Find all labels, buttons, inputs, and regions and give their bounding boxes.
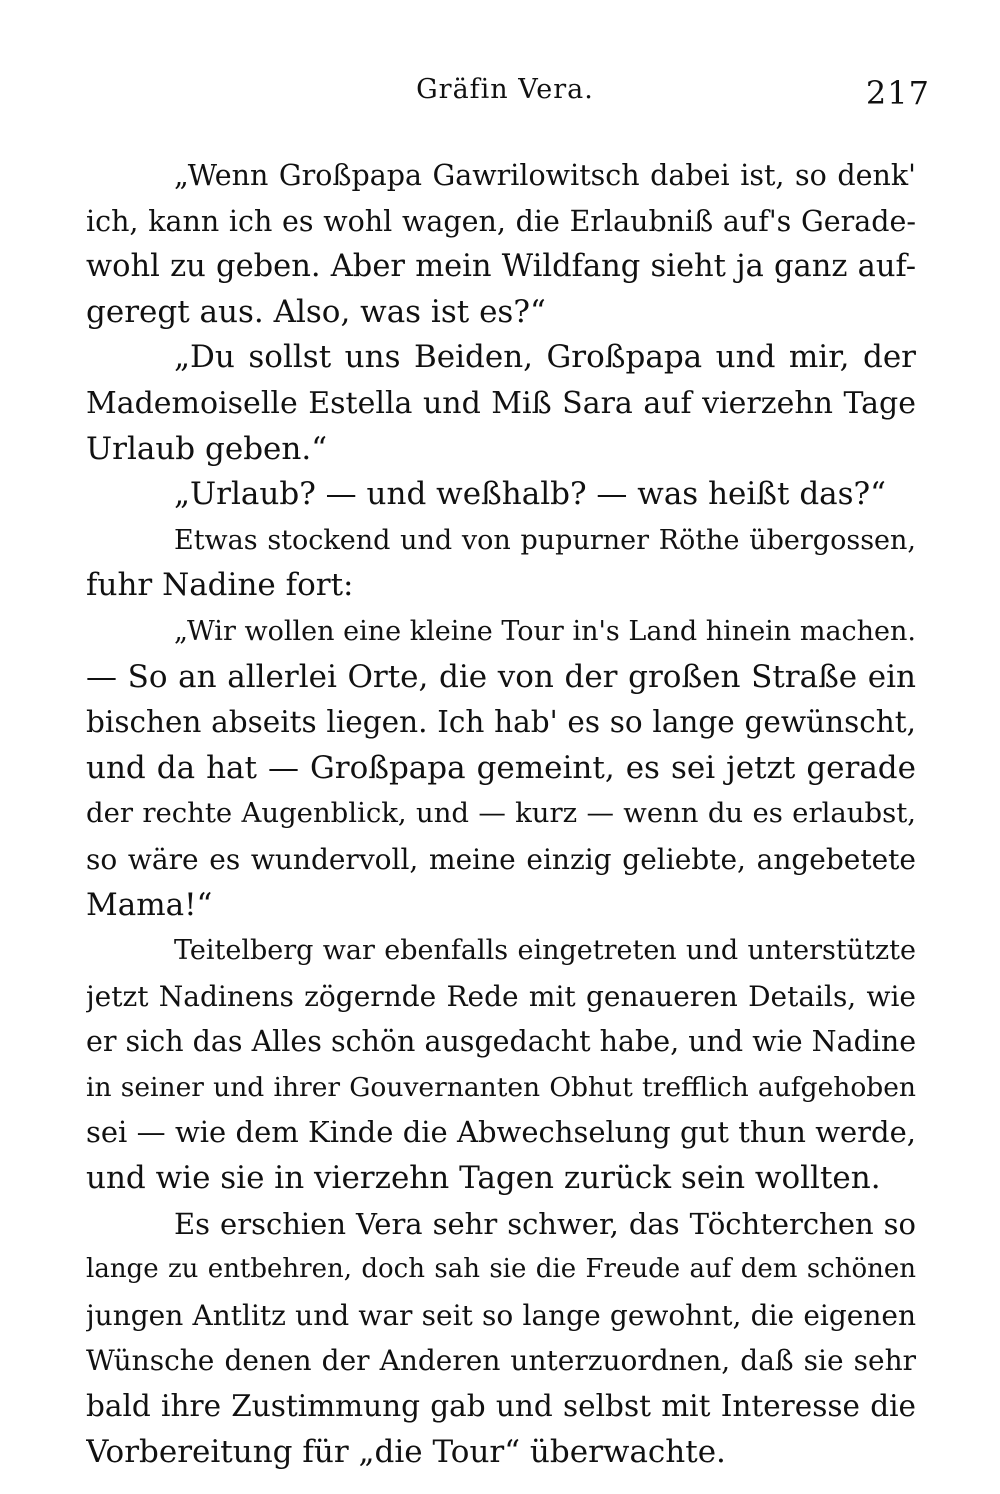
text-line: er sich das Alles schön ausgedacht habe, und wie Nadine (86, 1025, 916, 1059)
text-line: Mama!“ (86, 886, 213, 923)
text-line: und da hat — Großpapa gemeint, es sei jetzt gerade (86, 749, 916, 786)
text-line: Etwas stockend und von pupurner Röthe übergossen, (174, 524, 916, 556)
text-line: Wünsche denen der Anderen unterzuordnen, daß sie sehr (86, 1344, 916, 1378)
text-line: geregt aus. Also, was ist es?“ (86, 293, 546, 330)
text-line: und wie sie in vierzehn Tagen zurück sein wollten. (86, 1160, 881, 1197)
text-line: — So an allerlei Orte, die von der großen Straße ein (86, 658, 916, 695)
text-line: jetzt Nadinens zögernde Rede mit genaueren Details, wie (86, 979, 916, 1013)
text-line: Urlaub geben.“ (86, 430, 328, 467)
page-number: 217 (865, 74, 930, 112)
text-line: bischen abseits liegen. Ich hab' es so lange gewünscht, (86, 705, 916, 740)
text-line: Es erschien Vera sehr schwer, das Töchterchen so (174, 1206, 916, 1241)
text-line: der rechte Augenblick, und — kurz — wenn du es erlaubst, (86, 797, 916, 830)
text-line: „Wir wollen eine kleine Tour in's Land hinein machen. (174, 615, 916, 647)
text-line: so wäre es wundervoll, meine einzig geliebte, angebetete (86, 842, 916, 876)
text-line: in seiner und ihrer Gouvernanten Obhut trefflich aufgehoben (86, 1071, 916, 1103)
running-head (80, 74, 930, 124)
text-line: „Wenn Großpapa Gawrilowitsch dabei ist, so denk' (174, 159, 916, 192)
text-line: „Du sollst uns Beiden, Großpapa und mir, der (174, 339, 916, 376)
text-line: Mademoiselle Estella und Miß Sara auf vierzehn Tage (86, 385, 916, 421)
text-line: fuhr Nadine fort: (86, 567, 354, 604)
text-line: bald ihre Zustimmung gab und selbst mit Interesse die (86, 1389, 916, 1424)
text-line: Teitelberg war ebenfalls eingetreten und unterstützte (174, 935, 916, 967)
text-line: lange zu entbehren, doch sah sie die Freude auf dem schönen (86, 1254, 916, 1285)
text-line: Vorbereitung für „die Tour“ überwachte. (86, 1433, 726, 1470)
body-text (86, 153, 916, 1475)
text-line: wohl zu geben. Aber mein Wildfang sieht ja ganz auf- (86, 249, 916, 285)
text-line: „Urlaub? — und weßhalb? — was heißt das?“ (174, 476, 887, 513)
text-line: ich, kann ich es wohl wagen, die Erlaubniß auf's Gerade- (86, 204, 916, 238)
text-line: jungen Antlitz und war seit so lange gewohnt, die eigenen (86, 1298, 916, 1332)
text-line: sei — wie dem Kinde die Abwechselung gut thun werde, (86, 1115, 916, 1150)
running-title: Gräfin Vera. (416, 74, 594, 105)
